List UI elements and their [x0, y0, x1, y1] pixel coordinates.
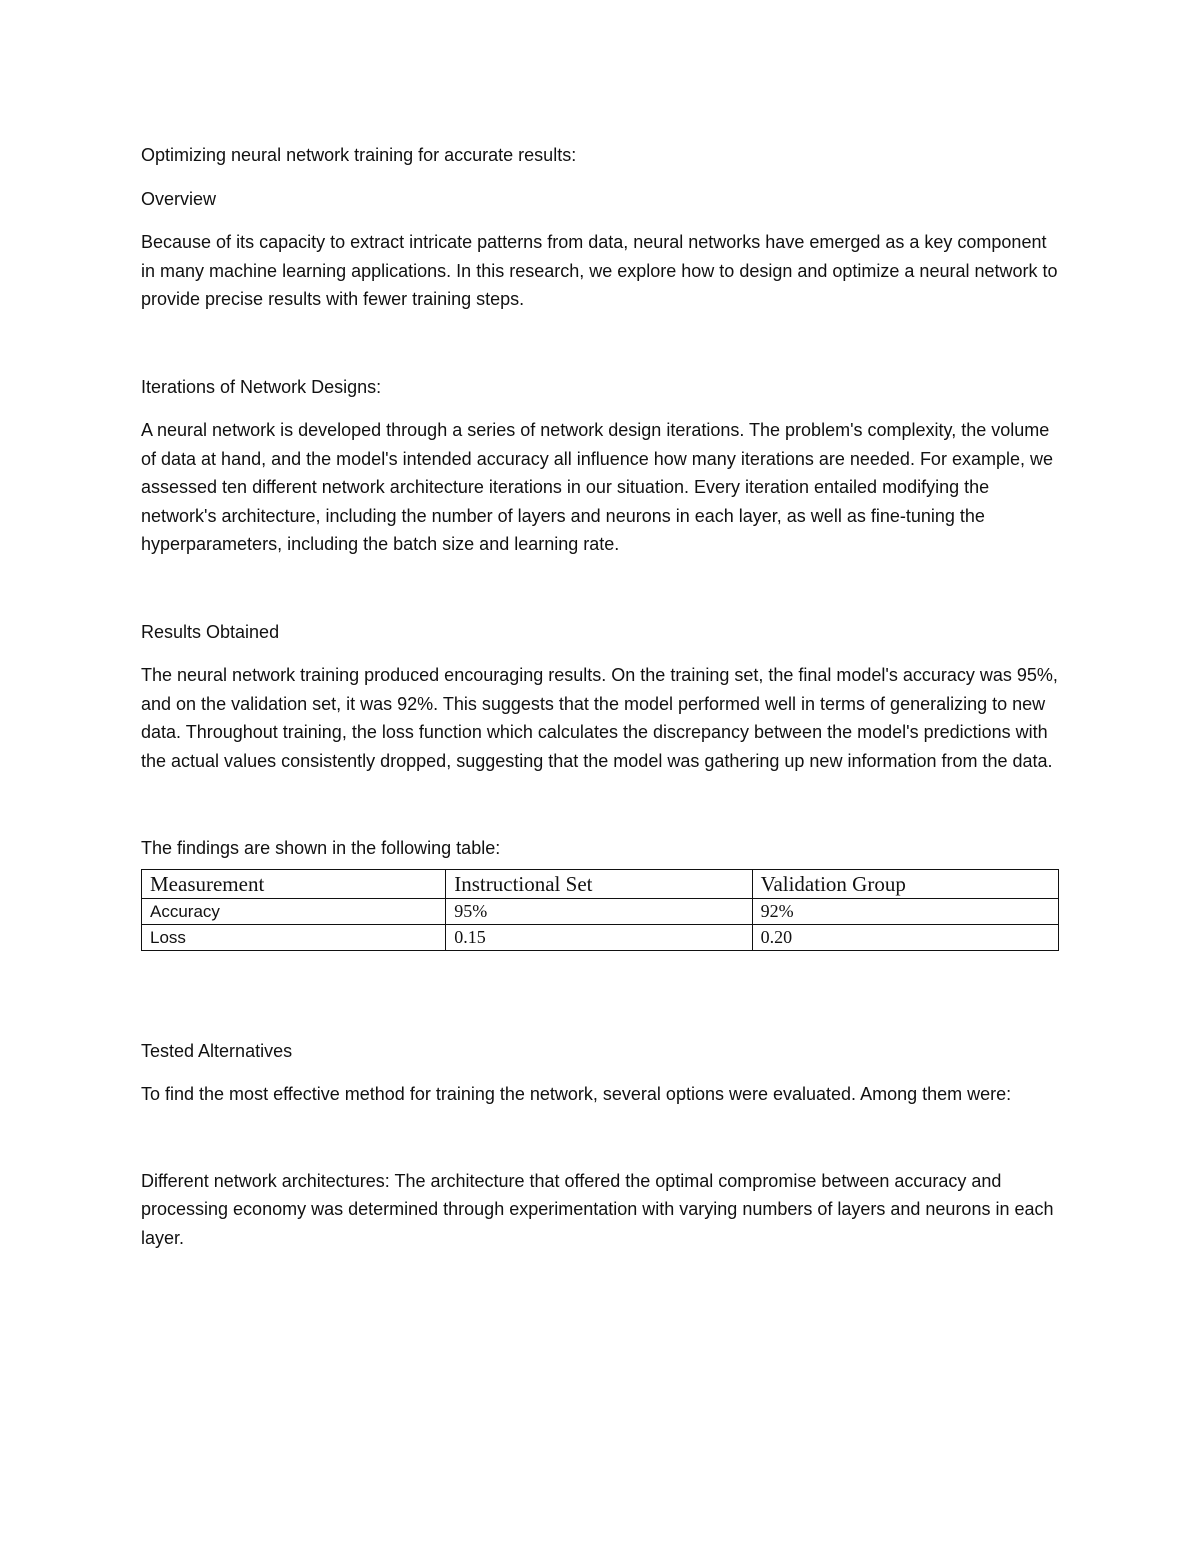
document-title: Optimizing neural network training for accurate results: [141, 145, 577, 165]
alternatives-heading: Tested Alternatives [141, 1040, 293, 1061]
table-row [142, 898, 1059, 924]
table-header-row [142, 869, 1059, 898]
alternatives-item: Different network architectures: The architecture that offered the optimal compromise between accuracy and processing economy was determined through experimentation with varying numbers of layers and neurons in each layer. [141, 1170, 1054, 1248]
iterations-paragraph: A neural network is developed through a series of network design iterations. The problem's complexity, the volume of data at hand, and the model's intended accuracy all influence how many iterations are needed. For example, we assessed ten different network architecture iterations in our situation. Every iteration entailed modifying the network's architecture, including the number of layers and neurons in each layer, as well as fine-tuning the hyperparameters, including the batch size and learning rate. [141, 420, 1053, 554]
document-content [141, 141, 1059, 1281]
table-cell: 95% [446, 898, 752, 924]
alternatives-paragraph: To find the most effective method for training the network, several options were evaluated. Among them were: [141, 1084, 1012, 1104]
table-cell: 0.15 [446, 924, 752, 950]
table-cell: 0.20 [752, 924, 1058, 950]
table-header-cell: Validation Group [752, 869, 1058, 898]
results-paragraph: The neural network training produced encouraging results. On the training set, the final model's accuracy was 95%, and on the validation set, it was 92%. This suggests that the model performed well in terms of generalizing to new data. Throughout training, the loss function which calculates the discrepancy between the model's predictions with the actual values consistently dropped, suggesting that the model was gathering up new information from the data. [141, 665, 1058, 771]
table-cell: Loss [142, 924, 446, 950]
overview-paragraph: Because of its capacity to extract intricate patterns from data, neural networks have emerged as a key component in many machine learning applications. In this research, we explore how to design and optimize a neural network to provide precise results with fewer training steps. [141, 232, 1058, 309]
table-header-cell: Instructional Set [446, 869, 752, 898]
table-header-cell: Measurement [142, 869, 446, 898]
overview-heading: Overview [141, 188, 217, 209]
iterations-heading: Iterations of Network Designs: [141, 376, 382, 397]
table-intro: The findings are shown in the following table: [141, 838, 501, 858]
table-cell: 92% [752, 898, 1058, 924]
results-table [141, 869, 1059, 951]
results-heading: Results Obtained [141, 621, 280, 642]
table-cell: Accuracy [142, 898, 446, 924]
table-row [142, 924, 1059, 950]
